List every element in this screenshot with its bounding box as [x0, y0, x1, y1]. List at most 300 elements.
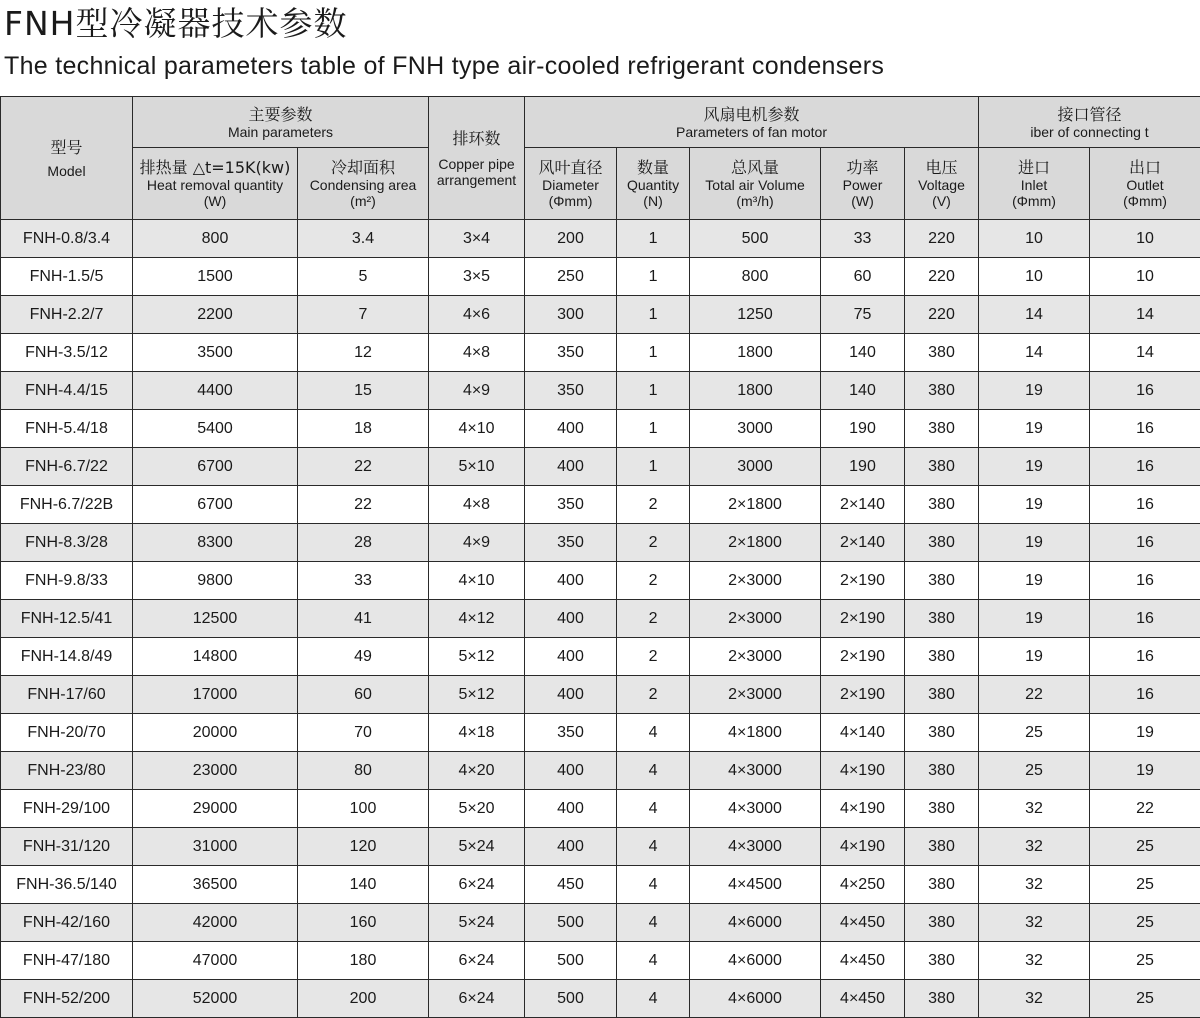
cell-condensing-area: 18: [298, 410, 429, 448]
cell-power: 2×190: [821, 638, 905, 676]
table-row: [1, 258, 1200, 296]
cell-power: 4×190: [821, 752, 905, 790]
cell-pipe-arrangement: 4×12: [429, 600, 525, 638]
cell-voltage: 380: [905, 562, 979, 600]
cell-air-volume: 4×4500: [690, 866, 821, 904]
cell-heat-removal: 8300: [133, 524, 298, 562]
cell-heat-removal: 17000: [133, 676, 298, 714]
cell-power: 4×450: [821, 980, 905, 1018]
cell-power: 4×190: [821, 828, 905, 866]
cell-outlet: 25: [1090, 980, 1200, 1018]
cell-voltage: 220: [905, 258, 979, 296]
cell-inlet: 10: [979, 220, 1090, 258]
cell-power: 2×140: [821, 524, 905, 562]
header-heat-en: Heat removal quantity: [133, 177, 297, 193]
header-inlet-en: Inlet: [979, 177, 1089, 193]
cell-power: 190: [821, 410, 905, 448]
header-inlet-cn: 进口: [979, 158, 1089, 177]
table-row: [1, 714, 1200, 752]
cell-air-volume: 2×3000: [690, 562, 821, 600]
cell-model: FNH-0.8/3.4: [1, 220, 133, 258]
cell-heat-removal: 23000: [133, 752, 298, 790]
header-air-cn: 总风量: [690, 158, 820, 177]
header-fan-cn: 风扇电机参数: [525, 105, 978, 124]
header-air-volume: [690, 148, 821, 220]
cell-condensing-area: 140: [298, 866, 429, 904]
cell-air-volume: 1250: [690, 296, 821, 334]
cell-condensing-area: 100: [298, 790, 429, 828]
cell-quantity: 4: [617, 904, 690, 942]
cell-outlet: 19: [1090, 752, 1200, 790]
header-model: [1, 97, 133, 220]
cell-pipe-arrangement: 3×5: [429, 258, 525, 296]
cell-model: FNH-14.8/49: [1, 638, 133, 676]
cell-quantity: 4: [617, 980, 690, 1018]
cell-air-volume: 4×3000: [690, 752, 821, 790]
cell-pipe-arrangement: 5×10: [429, 448, 525, 486]
header-heat-unit: (W): [133, 193, 297, 209]
cell-inlet: 32: [979, 904, 1090, 942]
cell-quantity: 1: [617, 296, 690, 334]
cell-model: FNH-6.7/22B: [1, 486, 133, 524]
cell-quantity: 1: [617, 220, 690, 258]
cell-model: FNH-29/100: [1, 790, 133, 828]
table-header: [1, 97, 1200, 220]
cell-diameter: 400: [525, 410, 617, 448]
cell-power: 4×190: [821, 790, 905, 828]
cell-heat-removal: 20000: [133, 714, 298, 752]
header-pipe-en1: Copper pipe: [429, 156, 524, 172]
cell-inlet: 32: [979, 790, 1090, 828]
cell-diameter: 350: [525, 714, 617, 752]
cell-voltage: 380: [905, 372, 979, 410]
cell-inlet: 19: [979, 372, 1090, 410]
cell-pipe-arrangement: 6×24: [429, 866, 525, 904]
cell-diameter: 200: [525, 220, 617, 258]
header-qty-cn: 数量: [617, 158, 689, 177]
cell-condensing-area: 3.4: [298, 220, 429, 258]
cell-inlet: 19: [979, 410, 1090, 448]
cell-condensing-area: 80: [298, 752, 429, 790]
cell-heat-removal: 4400: [133, 372, 298, 410]
cell-quantity: 2: [617, 638, 690, 676]
cell-condensing-area: 180: [298, 942, 429, 980]
cell-condensing-area: 60: [298, 676, 429, 714]
header-air-unit: (m³/h): [690, 193, 820, 209]
cell-quantity: 1: [617, 448, 690, 486]
header-copper-pipe: [429, 97, 525, 220]
header-inlet-unit: (Φmm): [979, 193, 1089, 209]
cell-outlet: 25: [1090, 904, 1200, 942]
cell-heat-removal: 52000: [133, 980, 298, 1018]
cell-inlet: 25: [979, 752, 1090, 790]
cell-power: 190: [821, 448, 905, 486]
table-row: [1, 372, 1200, 410]
header-main-cn: 主要参数: [133, 105, 428, 124]
header-volt-cn: 电压: [905, 158, 978, 177]
cell-air-volume: 4×3000: [690, 828, 821, 866]
cell-power: 4×450: [821, 904, 905, 942]
cell-quantity: 2: [617, 676, 690, 714]
header-conn-cn: 接口管径: [979, 105, 1200, 124]
header-qty-en: Quantity: [617, 177, 689, 193]
cell-power: 60: [821, 258, 905, 296]
cell-inlet: 32: [979, 828, 1090, 866]
header-voltage: [905, 148, 979, 220]
cell-air-volume: 2×3000: [690, 600, 821, 638]
cell-model: FNH-8.3/28: [1, 524, 133, 562]
cell-diameter: 400: [525, 562, 617, 600]
header-pipe-cn: 排环数: [429, 129, 524, 148]
cell-diameter: 250: [525, 258, 617, 296]
cell-condensing-area: 160: [298, 904, 429, 942]
cell-diameter: 400: [525, 790, 617, 828]
cell-model: FNH-17/60: [1, 676, 133, 714]
header-outlet: [1090, 148, 1200, 220]
cell-heat-removal: 14800: [133, 638, 298, 676]
cell-model: FNH-6.7/22: [1, 448, 133, 486]
cell-voltage: 380: [905, 334, 979, 372]
header-area-unit: (m²): [298, 193, 428, 209]
cell-heat-removal: 6700: [133, 448, 298, 486]
table-row: [1, 752, 1200, 790]
cell-diameter: 400: [525, 828, 617, 866]
cell-model: FNH-36.5/140: [1, 866, 133, 904]
cell-air-volume: 800: [690, 258, 821, 296]
cell-inlet: 19: [979, 638, 1090, 676]
cell-model: FNH-1.5/5: [1, 258, 133, 296]
header-heat-removal: [133, 148, 298, 220]
table-row: [1, 524, 1200, 562]
cell-outlet: 22: [1090, 790, 1200, 828]
cell-condensing-area: 28: [298, 524, 429, 562]
header-outlet-en: Outlet: [1090, 177, 1200, 193]
cell-quantity: 4: [617, 790, 690, 828]
cell-heat-removal: 1500: [133, 258, 298, 296]
cell-heat-removal: 800: [133, 220, 298, 258]
cell-pipe-arrangement: 4×6: [429, 296, 525, 334]
header-connecting: [979, 97, 1200, 148]
cell-outlet: 25: [1090, 942, 1200, 980]
header-dia-cn: 风叶直径: [525, 158, 616, 177]
cell-outlet: 16: [1090, 410, 1200, 448]
cell-pipe-arrangement: 4×10: [429, 562, 525, 600]
cell-heat-removal: 36500: [133, 866, 298, 904]
cell-diameter: 400: [525, 676, 617, 714]
cell-voltage: 220: [905, 220, 979, 258]
cell-air-volume: 2×1800: [690, 486, 821, 524]
cell-model: FNH-20/70: [1, 714, 133, 752]
cell-voltage: 380: [905, 600, 979, 638]
cell-pipe-arrangement: 5×12: [429, 638, 525, 676]
header-volt-en: Voltage: [905, 177, 978, 193]
cell-pipe-arrangement: 5×24: [429, 828, 525, 866]
header-power-unit: (W): [821, 193, 904, 209]
cell-power: 140: [821, 334, 905, 372]
header-power-en: Power: [821, 177, 904, 193]
table-row: [1, 296, 1200, 334]
cell-quantity: 2: [617, 524, 690, 562]
cell-voltage: 380: [905, 714, 979, 752]
cell-outlet: 14: [1090, 296, 1200, 334]
header-qty-unit: (N): [617, 193, 689, 209]
cell-heat-removal: 5400: [133, 410, 298, 448]
cell-inlet: 19: [979, 524, 1090, 562]
cell-condensing-area: 12: [298, 334, 429, 372]
header-fan-motor: [525, 97, 979, 148]
cell-quantity: 2: [617, 600, 690, 638]
cell-diameter: 350: [525, 524, 617, 562]
cell-heat-removal: 2200: [133, 296, 298, 334]
cell-quantity: 1: [617, 372, 690, 410]
cell-outlet: 14: [1090, 334, 1200, 372]
cell-condensing-area: 33: [298, 562, 429, 600]
cell-inlet: 14: [979, 334, 1090, 372]
cell-air-volume: 2×3000: [690, 676, 821, 714]
cell-voltage: 380: [905, 752, 979, 790]
cell-outlet: 16: [1090, 486, 1200, 524]
table-row: [1, 600, 1200, 638]
cell-condensing-area: 200: [298, 980, 429, 1018]
cell-voltage: 380: [905, 410, 979, 448]
table-row: [1, 562, 1200, 600]
header-heat-cn: 排热量 △t=15K(kw): [133, 158, 297, 177]
cell-quantity: 1: [617, 258, 690, 296]
header-inlet: [979, 148, 1090, 220]
table-body: [1, 220, 1200, 1018]
cell-quantity: 4: [617, 866, 690, 904]
cell-voltage: 380: [905, 980, 979, 1018]
cell-model: FNH-47/180: [1, 942, 133, 980]
cell-heat-removal: 29000: [133, 790, 298, 828]
cell-heat-removal: 31000: [133, 828, 298, 866]
cell-outlet: 16: [1090, 638, 1200, 676]
header-outlet-cn: 出口: [1090, 158, 1200, 177]
cell-inlet: 19: [979, 600, 1090, 638]
cell-pipe-arrangement: 4×8: [429, 334, 525, 372]
cell-air-volume: 3000: [690, 448, 821, 486]
cell-inlet: 32: [979, 942, 1090, 980]
cell-heat-removal: 42000: [133, 904, 298, 942]
cell-diameter: 400: [525, 752, 617, 790]
header-model-en: Model: [1, 163, 132, 179]
cell-diameter: 500: [525, 942, 617, 980]
cell-pipe-arrangement: 6×24: [429, 980, 525, 1018]
cell-air-volume: 4×3000: [690, 790, 821, 828]
cell-outlet: 16: [1090, 448, 1200, 486]
table-row: [1, 486, 1200, 524]
cell-outlet: 16: [1090, 600, 1200, 638]
table-row: [1, 638, 1200, 676]
table-row: [1, 866, 1200, 904]
cell-heat-removal: 47000: [133, 942, 298, 980]
cell-quantity: 4: [617, 828, 690, 866]
cell-air-volume: 4×6000: [690, 904, 821, 942]
cell-inlet: 32: [979, 866, 1090, 904]
header-model-cn: 型号: [1, 138, 132, 157]
cell-power: 4×140: [821, 714, 905, 752]
cell-voltage: 380: [905, 638, 979, 676]
cell-model: FNH-42/160: [1, 904, 133, 942]
cell-pipe-arrangement: 4×9: [429, 524, 525, 562]
table-row: [1, 676, 1200, 714]
header-power: [821, 148, 905, 220]
page-title: FNH型冷凝器技术参数: [4, 4, 347, 44]
cell-air-volume: 4×6000: [690, 980, 821, 1018]
cell-pipe-arrangement: 4×20: [429, 752, 525, 790]
cell-air-volume: 3000: [690, 410, 821, 448]
cell-diameter: 350: [525, 486, 617, 524]
cell-quantity: 1: [617, 334, 690, 372]
table-row: [1, 790, 1200, 828]
cell-air-volume: 2×3000: [690, 638, 821, 676]
header-pipe-en2: arrangement: [429, 172, 524, 188]
cell-outlet: 10: [1090, 258, 1200, 296]
cell-quantity: 2: [617, 562, 690, 600]
cell-pipe-arrangement: 4×8: [429, 486, 525, 524]
header-conn-en: iber of connecting t: [979, 124, 1200, 140]
cell-power: 75: [821, 296, 905, 334]
table-row: [1, 220, 1200, 258]
cell-diameter: 500: [525, 980, 617, 1018]
cell-air-volume: 500: [690, 220, 821, 258]
header-area-en: Condensing area: [298, 177, 428, 193]
cell-diameter: 350: [525, 334, 617, 372]
cell-inlet: 10: [979, 258, 1090, 296]
cell-air-volume: 4×1800: [690, 714, 821, 752]
header-volt-unit: (V): [905, 193, 978, 209]
cell-condensing-area: 49: [298, 638, 429, 676]
table-row: [1, 828, 1200, 866]
cell-diameter: 500: [525, 904, 617, 942]
cell-condensing-area: 41: [298, 600, 429, 638]
cell-power: 2×190: [821, 562, 905, 600]
cell-pipe-arrangement: 5×24: [429, 904, 525, 942]
cell-inlet: 14: [979, 296, 1090, 334]
cell-condensing-area: 5: [298, 258, 429, 296]
cell-voltage: 380: [905, 486, 979, 524]
header-dia-unit: (Φmm): [525, 193, 616, 209]
cell-inlet: 25: [979, 714, 1090, 752]
cell-outlet: 16: [1090, 524, 1200, 562]
cell-model: FNH-23/80: [1, 752, 133, 790]
cell-power: 33: [821, 220, 905, 258]
cell-diameter: 300: [525, 296, 617, 334]
cell-power: 2×190: [821, 600, 905, 638]
table-row: [1, 334, 1200, 372]
cell-heat-removal: 9800: [133, 562, 298, 600]
cell-voltage: 380: [905, 942, 979, 980]
header-diameter: [525, 148, 617, 220]
cell-diameter: 450: [525, 866, 617, 904]
cell-voltage: 380: [905, 828, 979, 866]
cell-voltage: 380: [905, 676, 979, 714]
cell-inlet: 19: [979, 486, 1090, 524]
cell-pipe-arrangement: 4×18: [429, 714, 525, 752]
cell-outlet: 16: [1090, 562, 1200, 600]
header-area-cn: 冷却面积: [298, 158, 428, 177]
cell-outlet: 10: [1090, 220, 1200, 258]
cell-model: FNH-9.8/33: [1, 562, 133, 600]
header-dia-en: Diameter: [525, 177, 616, 193]
cell-air-volume: 1800: [690, 372, 821, 410]
parameters-table: [0, 96, 1200, 1018]
cell-heat-removal: 3500: [133, 334, 298, 372]
cell-outlet: 25: [1090, 828, 1200, 866]
table-row: [1, 904, 1200, 942]
cell-air-volume: 4×6000: [690, 942, 821, 980]
cell-voltage: 380: [905, 904, 979, 942]
cell-inlet: 22: [979, 676, 1090, 714]
cell-condensing-area: 7: [298, 296, 429, 334]
cell-pipe-arrangement: 3×4: [429, 220, 525, 258]
cell-outlet: 16: [1090, 676, 1200, 714]
cell-quantity: 4: [617, 752, 690, 790]
table-row: [1, 448, 1200, 486]
cell-diameter: 400: [525, 638, 617, 676]
cell-outlet: 19: [1090, 714, 1200, 752]
cell-model: FNH-52/200: [1, 980, 133, 1018]
cell-model: FNH-31/120: [1, 828, 133, 866]
cell-quantity: 2: [617, 486, 690, 524]
cell-model: FNH-5.4/18: [1, 410, 133, 448]
page-subtitle: The technical parameters table of FNH type air-cooled refrigerant condensers: [4, 50, 884, 82]
cell-inlet: 32: [979, 980, 1090, 1018]
header-power-cn: 功率: [821, 158, 904, 177]
cell-inlet: 19: [979, 562, 1090, 600]
cell-power: 2×140: [821, 486, 905, 524]
cell-quantity: 4: [617, 714, 690, 752]
cell-quantity: 1: [617, 410, 690, 448]
cell-model: FNH-3.5/12: [1, 334, 133, 372]
cell-inlet: 19: [979, 448, 1090, 486]
cell-heat-removal: 6700: [133, 486, 298, 524]
table-row: [1, 410, 1200, 448]
cell-diameter: 350: [525, 372, 617, 410]
cell-condensing-area: 120: [298, 828, 429, 866]
header-main-parameters: [133, 97, 429, 148]
header-condensing-area: [298, 148, 429, 220]
cell-voltage: 380: [905, 448, 979, 486]
cell-heat-removal: 12500: [133, 600, 298, 638]
cell-outlet: 16: [1090, 372, 1200, 410]
cell-model: FNH-4.4/15: [1, 372, 133, 410]
cell-model: FNH-12.5/41: [1, 600, 133, 638]
header-air-en: Total air Volume: [690, 177, 820, 193]
cell-outlet: 25: [1090, 866, 1200, 904]
cell-condensing-area: 15: [298, 372, 429, 410]
cell-condensing-area: 70: [298, 714, 429, 752]
cell-pipe-arrangement: 5×12: [429, 676, 525, 714]
cell-power: 4×450: [821, 942, 905, 980]
cell-pipe-arrangement: 4×10: [429, 410, 525, 448]
cell-condensing-area: 22: [298, 448, 429, 486]
cell-diameter: 400: [525, 600, 617, 638]
cell-condensing-area: 22: [298, 486, 429, 524]
header-quantity: [617, 148, 690, 220]
header-main-en: Main parameters: [133, 124, 428, 140]
table-row: [1, 980, 1200, 1018]
cell-quantity: 4: [617, 942, 690, 980]
cell-voltage: 380: [905, 790, 979, 828]
header-fan-en: Parameters of fan motor: [525, 124, 978, 140]
cell-pipe-arrangement: 4×9: [429, 372, 525, 410]
cell-air-volume: 1800: [690, 334, 821, 372]
cell-diameter: 400: [525, 448, 617, 486]
cell-power: 2×190: [821, 676, 905, 714]
cell-model: FNH-2.2/7: [1, 296, 133, 334]
cell-voltage: 380: [905, 524, 979, 562]
